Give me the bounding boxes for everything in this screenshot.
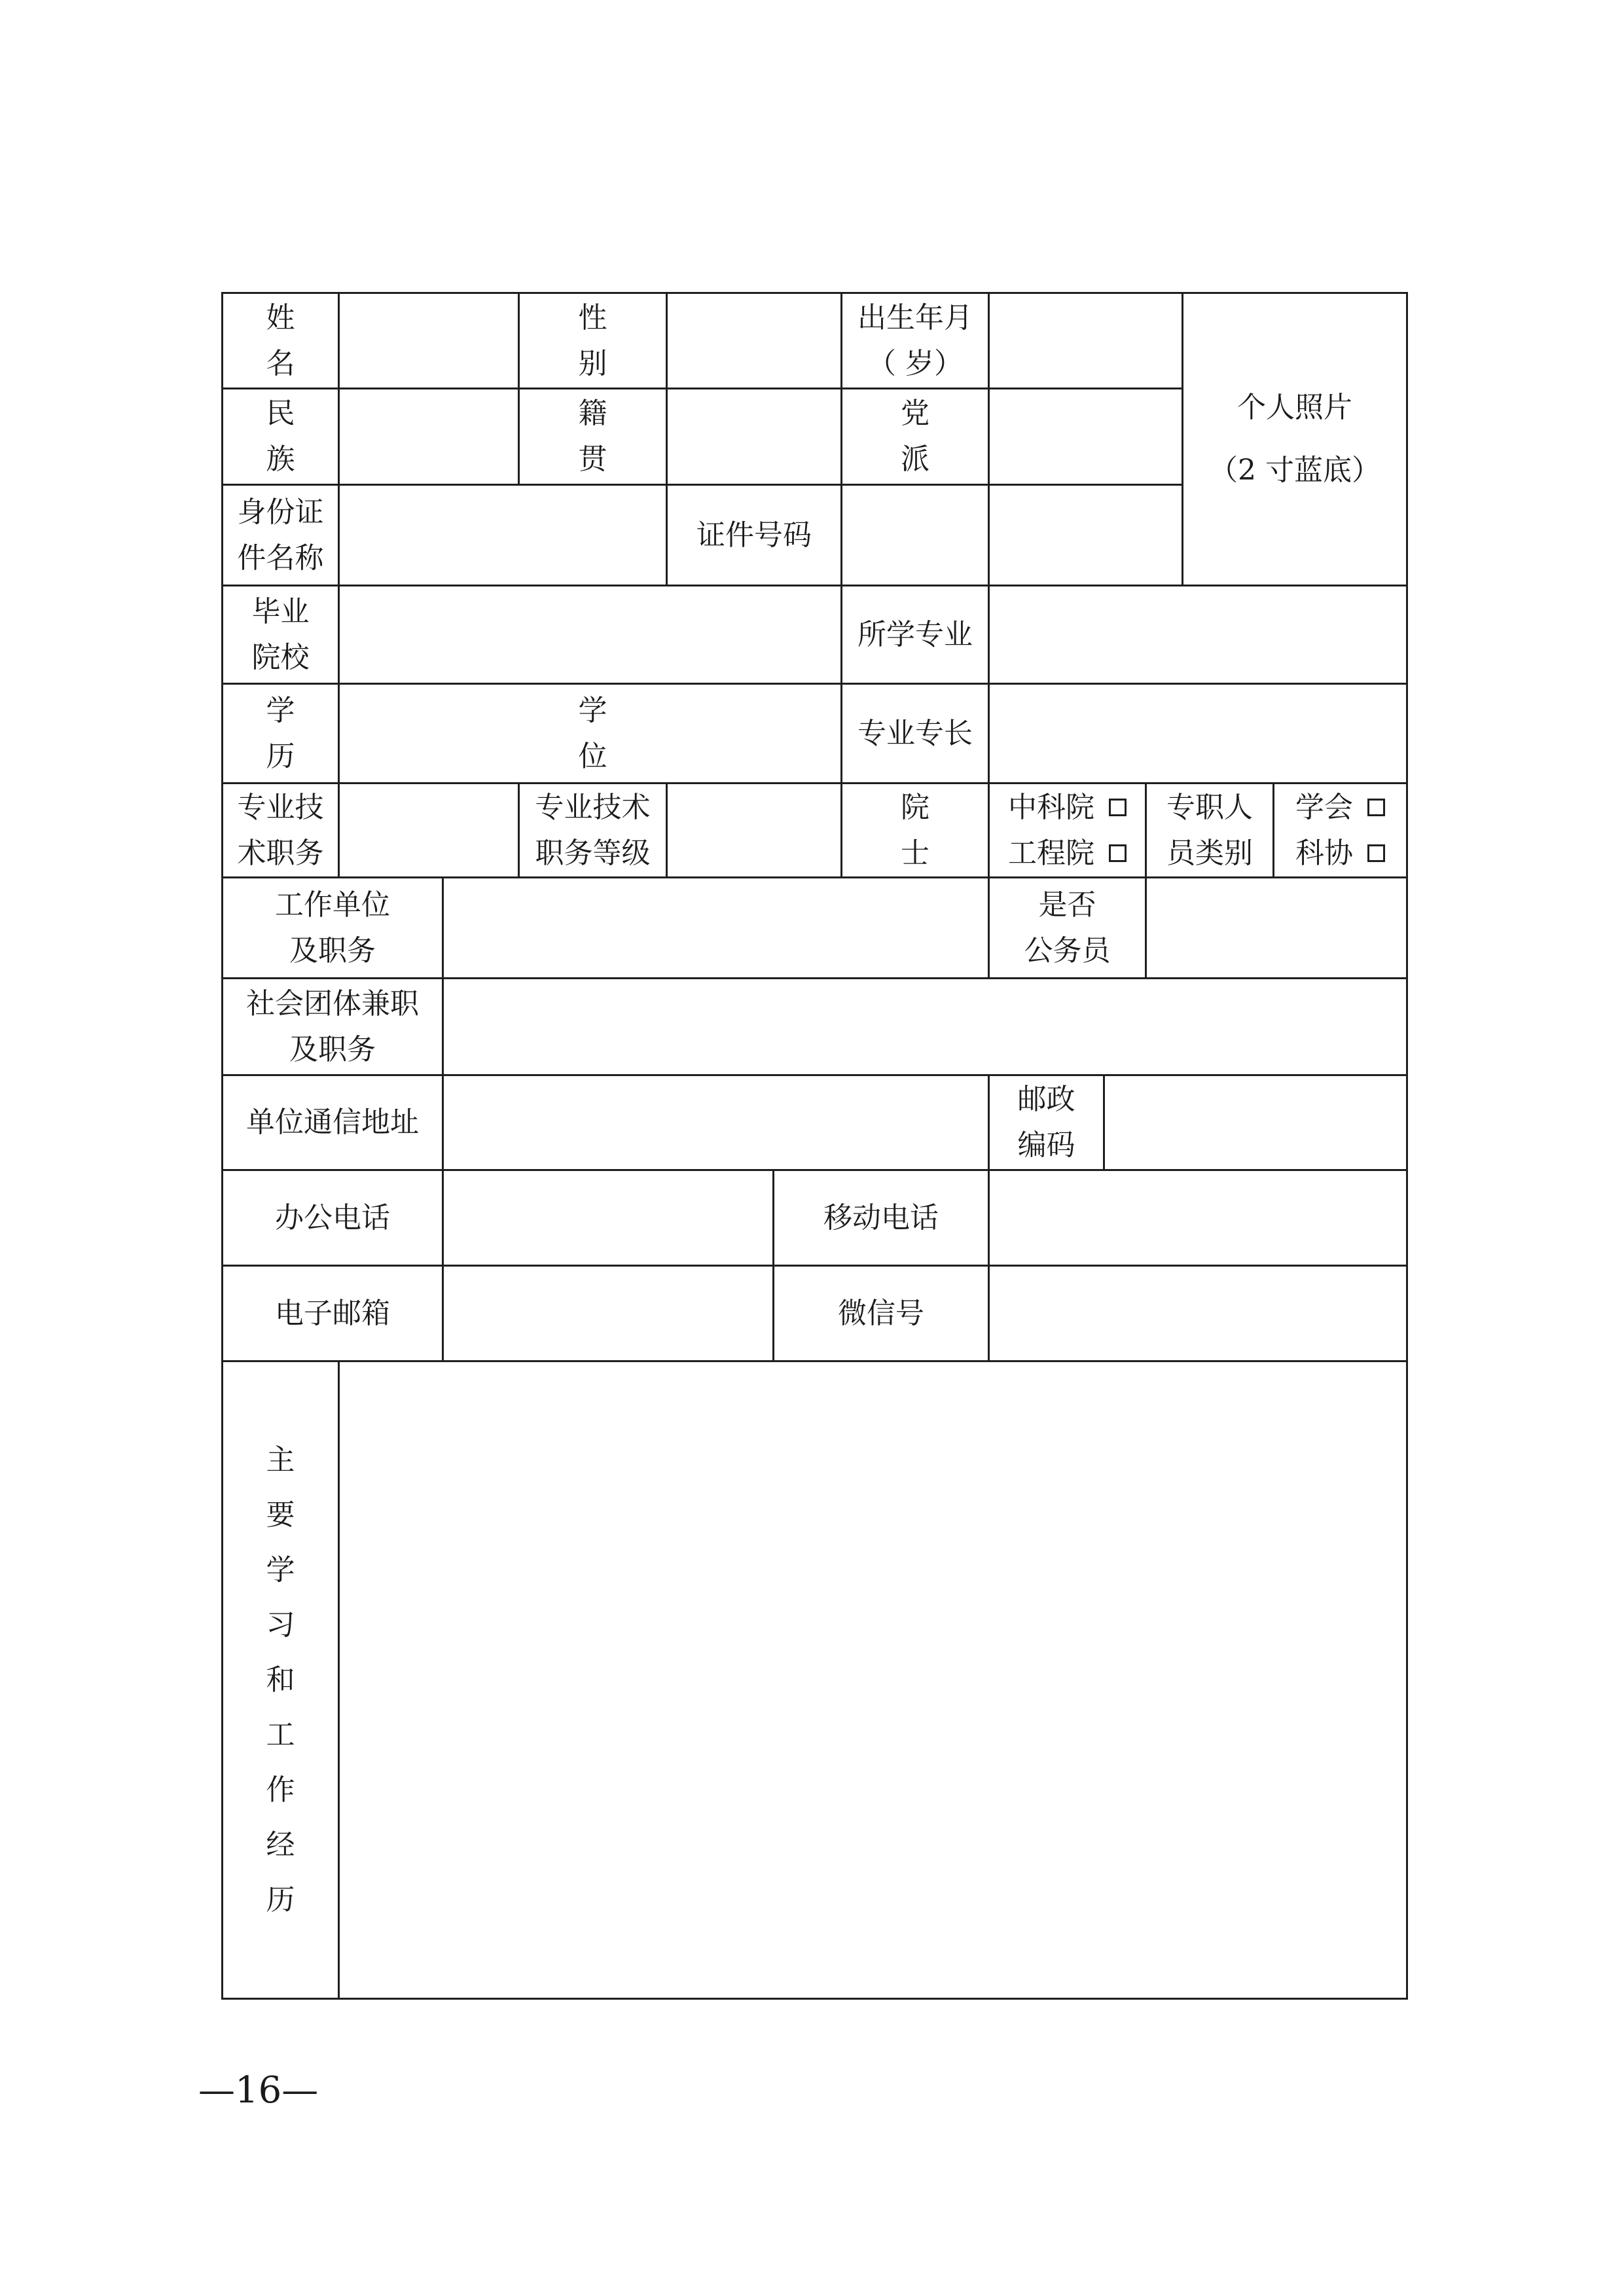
- staff-type-label: 专职人 员类别: [1166, 790, 1253, 870]
- birth-date-label: 出生年月 （ 岁）: [857, 300, 973, 380]
- wechat-label: 微信号: [838, 1296, 924, 1330]
- civil-servant-label: 是否 公务员: [1024, 888, 1111, 967]
- major-field[interactable]: [990, 586, 1406, 683]
- staff-type-option-association[interactable]: [1295, 831, 1385, 876]
- native-place-field[interactable]: [668, 389, 840, 484]
- photo-placeholder[interactable]: [1183, 294, 1406, 585]
- postcode-field[interactable]: [1105, 1076, 1406, 1169]
- experience-label-char: 习: [266, 1608, 295, 1642]
- grid-line: [221, 1998, 1408, 2000]
- option-label: 学会: [1295, 790, 1353, 824]
- experience-label-char: 经: [266, 1828, 295, 1862]
- office-phone-label: 办公电话: [275, 1200, 390, 1235]
- wechat-field[interactable]: [990, 1267, 1406, 1360]
- experience-label-char: 和: [266, 1663, 295, 1697]
- email-label: 电子邮箱: [275, 1296, 390, 1330]
- school-field[interactable]: [340, 586, 840, 683]
- grid-line: [1406, 292, 1408, 2000]
- option-label: 工程院: [1008, 836, 1094, 870]
- option-label: 科协: [1295, 836, 1353, 870]
- staff-type-options: [1274, 784, 1406, 876]
- tech-title-field[interactable]: [340, 784, 518, 876]
- tech-grade-field[interactable]: [668, 784, 840, 876]
- name-field[interactable]: [340, 294, 518, 388]
- mobile-phone-field[interactable]: [990, 1171, 1406, 1265]
- academician-option-cae[interactable]: [1008, 831, 1127, 876]
- checkbox-icon[interactable]: [1367, 844, 1385, 862]
- experience-label: [223, 1362, 338, 1998]
- specialty-label: 专业专长: [857, 716, 973, 750]
- social-org-label: 社会团体兼职 及职务: [246, 986, 419, 1066]
- option-label: 中科院: [1008, 790, 1094, 824]
- experience-label-char: 学: [266, 1553, 295, 1587]
- name-label: 姓 名: [266, 300, 321, 380]
- photo-label: 个人照片: [1237, 391, 1352, 424]
- checkbox-icon[interactable]: [1109, 799, 1127, 816]
- id-number-label: 证件号码: [696, 518, 812, 552]
- party-label: 党 派: [901, 397, 956, 476]
- experience-label-char: 历: [266, 1883, 295, 1917]
- ethnicity-field[interactable]: [340, 389, 518, 484]
- postcode-label: 邮政 编码: [1017, 1083, 1075, 1162]
- academician-options: [990, 784, 1145, 876]
- staff-type-option-society[interactable]: [1295, 785, 1385, 831]
- address-field[interactable]: [444, 1076, 988, 1169]
- id-type-field[interactable]: [340, 486, 666, 585]
- tech-title-label: 专业技 术职务: [237, 790, 324, 870]
- major-label: 所学专业: [857, 617, 973, 651]
- experience-field[interactable]: [340, 1362, 1406, 1998]
- ethnicity-label: 民 族: [266, 397, 321, 476]
- id-number-field[interactable]: [842, 486, 1182, 585]
- gender-field[interactable]: [668, 294, 840, 388]
- checkbox-icon[interactable]: [1109, 844, 1127, 862]
- email-field[interactable]: [444, 1267, 772, 1360]
- academician-option-cas[interactable]: [1008, 785, 1127, 831]
- academician-label: 院 士: [901, 790, 956, 870]
- native-place-label: 籍 贯: [578, 397, 634, 476]
- tech-grade-label: 专业技术 职务等级: [535, 790, 651, 870]
- registration-form-table: [221, 292, 1408, 2000]
- experience-label-char: 作: [266, 1773, 295, 1807]
- experience-label-char: 工: [266, 1718, 295, 1752]
- civil-servant-field[interactable]: [1147, 878, 1406, 977]
- education-label: 学 历: [266, 693, 321, 773]
- specialty-field[interactable]: [990, 685, 1406, 782]
- office-phone-field[interactable]: [444, 1171, 772, 1265]
- checkbox-icon[interactable]: [1367, 799, 1385, 816]
- school-label: 毕业 院校: [251, 594, 310, 674]
- photo-size-note: （2 寸蓝底）: [1209, 454, 1380, 487]
- page-number: —16—: [198, 2069, 319, 2112]
- party-field[interactable]: [990, 389, 1182, 484]
- degree-field[interactable]: [668, 685, 840, 782]
- experience-label-char: 要: [266, 1498, 295, 1532]
- birth-date-field[interactable]: [990, 294, 1182, 388]
- mobile-phone-label: 移动电话: [823, 1200, 939, 1235]
- gender-label: 性 别: [578, 300, 634, 380]
- id-type-label: 身份证 件名称: [237, 495, 324, 575]
- social-org-field[interactable]: [444, 979, 1406, 1074]
- degree-label: 学 位: [578, 693, 634, 773]
- education-field[interactable]: [340, 685, 518, 782]
- employer-field[interactable]: [444, 878, 988, 977]
- experience-label-char: 主: [266, 1443, 295, 1477]
- address-label: 单位通信地址: [246, 1106, 419, 1139]
- employer-label: 工作单位 及职务: [275, 888, 390, 967]
